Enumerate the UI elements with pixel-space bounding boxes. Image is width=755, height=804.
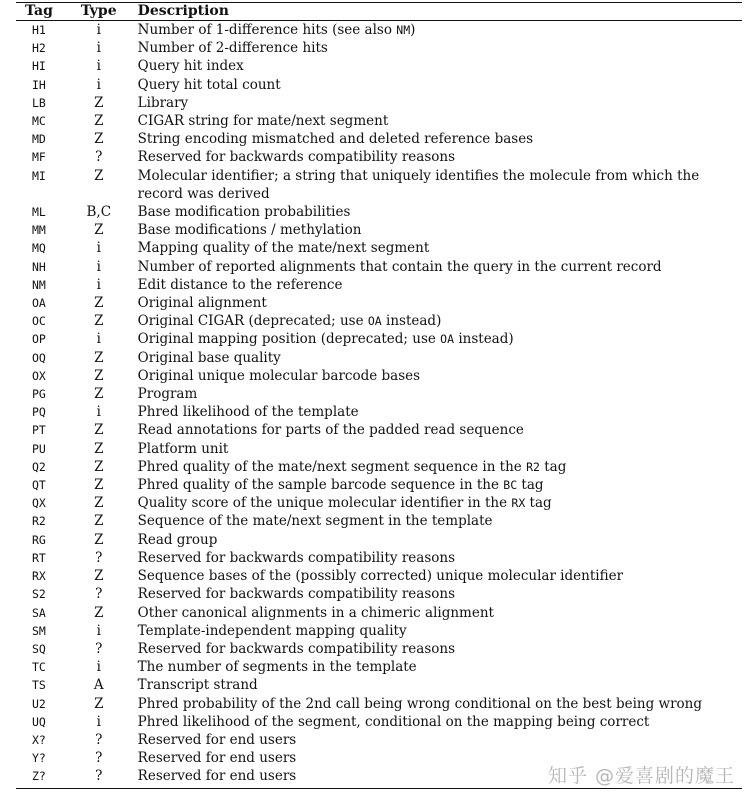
type-cell: Z bbox=[94, 422, 104, 439]
type-cell: ? bbox=[95, 640, 103, 657]
tag-cell: S2 bbox=[32, 587, 46, 602]
table-row bbox=[16, 458, 742, 476]
table-row bbox=[16, 604, 742, 622]
description-text: Mapping quality of the mate/next segment bbox=[137, 240, 430, 257]
type-cell: A bbox=[93, 677, 104, 694]
description-text: Reserved for end users bbox=[137, 731, 297, 748]
tag-cell: RT bbox=[32, 550, 46, 565]
description-cell bbox=[136, 458, 742, 476]
description-cell bbox=[136, 112, 742, 130]
sam-tags-table bbox=[16, 0, 742, 789]
description-text: Transcript strand bbox=[137, 677, 258, 694]
tag-cell: TS bbox=[32, 678, 46, 693]
table-row bbox=[16, 112, 742, 130]
type-cell: Z bbox=[94, 568, 104, 585]
description-cell bbox=[136, 531, 742, 549]
type-cell: Z bbox=[94, 695, 104, 712]
description-cell bbox=[136, 21, 742, 39]
type-cell: i bbox=[96, 258, 101, 275]
tag-cell: X? bbox=[32, 732, 46, 747]
table-row bbox=[16, 239, 742, 257]
description-cell bbox=[136, 676, 742, 694]
tag-cell: SM bbox=[32, 623, 46, 638]
header-description: Description bbox=[137, 3, 229, 19]
table-row bbox=[16, 130, 742, 148]
type-cell: Z bbox=[94, 513, 104, 530]
table-row bbox=[16, 148, 742, 166]
table-row bbox=[16, 622, 742, 640]
tag-cell: QX bbox=[32, 496, 46, 511]
description-cell bbox=[136, 658, 742, 676]
tag-cell: RX bbox=[32, 569, 46, 584]
header-type: Type bbox=[80, 3, 117, 19]
type-cell: i bbox=[96, 22, 101, 38]
table-row bbox=[16, 731, 742, 749]
code-tag-ref: OA bbox=[440, 332, 455, 347]
tag-cell: PT bbox=[32, 423, 46, 438]
type-cell: i bbox=[96, 659, 101, 676]
type-cell: Z bbox=[94, 222, 104, 239]
type-cell: Z bbox=[94, 495, 104, 512]
description-text: Original base quality bbox=[137, 349, 281, 366]
tag-cell: MI bbox=[32, 168, 46, 183]
table-row bbox=[16, 57, 742, 75]
description-text: Molecular identifier; a string that uniquely identifies the molecule from which the record was derived bbox=[137, 167, 700, 202]
tag-cell: IH bbox=[32, 77, 46, 92]
table-row bbox=[16, 276, 742, 294]
description-cell bbox=[136, 330, 742, 348]
table-row bbox=[16, 695, 742, 713]
description-cell bbox=[136, 312, 742, 330]
type-cell: B,C bbox=[86, 204, 112, 221]
type-cell: Z bbox=[94, 349, 104, 366]
tag-cell: RG bbox=[32, 532, 46, 547]
code-tag-ref: OA bbox=[367, 314, 382, 329]
description-text: ) bbox=[410, 22, 416, 38]
type-cell: i bbox=[96, 76, 101, 93]
tag-cell: Y? bbox=[32, 751, 46, 766]
description-text: Phred quality of the mate/next segment sequence in the bbox=[137, 458, 527, 475]
description-cell bbox=[136, 349, 742, 367]
table-row bbox=[16, 494, 742, 512]
description-text: Original unique molecular barcode bases bbox=[137, 367, 421, 384]
tag-cell: OC bbox=[32, 314, 46, 329]
description-cell bbox=[136, 421, 742, 439]
table-row bbox=[16, 549, 742, 567]
description-text: Phred probability of the 2nd call being wrong conditional on the best being wrong bbox=[137, 695, 702, 712]
tag-cell: MQ bbox=[32, 241, 46, 256]
type-cell: i bbox=[96, 40, 101, 57]
description-text: Base modifications / methylation bbox=[137, 222, 362, 239]
tag-cell: SQ bbox=[32, 641, 46, 656]
code-tag-ref: NM bbox=[396, 23, 411, 37]
description-cell bbox=[136, 385, 742, 403]
table-row bbox=[16, 585, 742, 603]
table-row bbox=[16, 330, 742, 348]
description-text: Template-independent mapping quality bbox=[137, 622, 407, 639]
tag-cell: H1 bbox=[32, 23, 46, 37]
description-cell bbox=[136, 130, 742, 148]
description-text: Number of reported alignments that contain the query in the current record bbox=[137, 258, 662, 275]
table-row bbox=[16, 349, 742, 367]
description-text: Program bbox=[137, 386, 198, 403]
description-text: Original alignment bbox=[137, 295, 267, 312]
table-row bbox=[16, 167, 742, 203]
type-cell: ? bbox=[95, 586, 103, 603]
table-row bbox=[16, 367, 742, 385]
description-cell bbox=[136, 294, 742, 312]
tag-cell: QT bbox=[32, 478, 46, 493]
tag-cell: UQ bbox=[32, 714, 46, 729]
description-cell bbox=[136, 731, 742, 749]
type-cell: Z bbox=[94, 477, 104, 494]
description-cell bbox=[136, 239, 742, 257]
table-row bbox=[16, 713, 742, 731]
type-cell: Z bbox=[94, 167, 104, 184]
type-cell: ? bbox=[95, 768, 103, 785]
type-cell: Z bbox=[94, 313, 104, 330]
description-cell bbox=[136, 440, 742, 458]
description-text: Query hit total count bbox=[137, 76, 281, 93]
description-cell bbox=[136, 276, 742, 294]
tag-cell: OX bbox=[32, 368, 46, 383]
description-text: instead) bbox=[454, 331, 514, 348]
code-tag-ref: BC bbox=[503, 478, 518, 493]
description-text: Phred likelihood of the segment, conditional on the mapping being correct bbox=[137, 713, 650, 730]
description-cell bbox=[136, 148, 742, 166]
table-row bbox=[16, 76, 742, 94]
description-text: Reserved for end users bbox=[137, 750, 297, 767]
description-cell bbox=[136, 57, 742, 75]
type-cell: Z bbox=[94, 458, 104, 475]
table-row bbox=[16, 39, 742, 57]
table-header bbox=[16, 3, 742, 20]
tag-cell: MM bbox=[32, 223, 46, 238]
tag-cell: MD bbox=[32, 132, 46, 147]
description-text: Phred quality of the sample barcode sequence in the bbox=[137, 477, 504, 494]
type-cell: ? bbox=[95, 149, 103, 166]
table-row bbox=[16, 221, 742, 239]
description-text: CIGAR string for mate/next segment bbox=[137, 113, 389, 130]
type-cell: ? bbox=[95, 731, 103, 748]
table-row bbox=[16, 203, 742, 221]
header-tag: Tag bbox=[24, 3, 53, 19]
type-cell: Z bbox=[94, 367, 104, 384]
tag-cell: ML bbox=[32, 205, 46, 220]
table-row bbox=[16, 294, 742, 312]
tag-cell: OP bbox=[32, 332, 46, 347]
table-body bbox=[16, 21, 742, 786]
description-text: Sequence of the mate/next segment in the template bbox=[137, 513, 493, 530]
type-cell: i bbox=[96, 58, 101, 75]
description-cell bbox=[136, 549, 742, 567]
type-cell: i bbox=[96, 240, 101, 257]
description-cell bbox=[136, 94, 742, 112]
table-row bbox=[16, 440, 742, 458]
description-text: Original CIGAR (deprecated; use bbox=[137, 313, 368, 330]
table-row bbox=[16, 567, 742, 585]
type-cell: Z bbox=[94, 386, 104, 403]
description-cell bbox=[136, 512, 742, 530]
tag-cell: H2 bbox=[32, 41, 46, 56]
description-cell bbox=[136, 258, 742, 276]
table-row bbox=[16, 531, 742, 549]
tag-cell: SA bbox=[32, 605, 46, 620]
description-text: Phred likelihood of the template bbox=[137, 404, 359, 421]
description-cell bbox=[136, 585, 742, 603]
tag-cell: LB bbox=[32, 95, 46, 110]
description-text: Read annotations for parts of the padded read sequence bbox=[137, 422, 524, 439]
description-text: Base modification probabilities bbox=[137, 204, 351, 221]
description-cell bbox=[136, 567, 742, 585]
tag-cell: PU bbox=[32, 441, 46, 456]
table-row bbox=[16, 94, 742, 112]
description-text: Query hit index bbox=[137, 58, 244, 75]
description-text: Edit distance to the reference bbox=[137, 276, 343, 293]
table-row bbox=[16, 421, 742, 439]
tag-cell: OA bbox=[32, 296, 46, 311]
type-cell: Z bbox=[94, 295, 104, 312]
code-tag-ref: RX bbox=[511, 496, 526, 511]
code-tag-ref: R2 bbox=[526, 459, 540, 474]
tag-cell: PQ bbox=[32, 405, 46, 420]
description-text: Original mapping position (deprecated; use bbox=[137, 331, 441, 348]
description-text: The number of segments in the template bbox=[137, 659, 417, 676]
description-cell bbox=[136, 713, 742, 731]
description-text: Reserved for end users bbox=[137, 768, 297, 785]
type-cell: Z bbox=[94, 604, 104, 621]
type-cell: Z bbox=[94, 531, 104, 548]
description-text: tag bbox=[525, 495, 552, 512]
tag-cell: R2 bbox=[32, 514, 46, 529]
tag-cell: U2 bbox=[32, 696, 46, 711]
description-text: Number of 2-difference hits bbox=[137, 40, 328, 57]
description-text: Other canonical alignments in a chimeric alignment bbox=[137, 604, 494, 621]
description-cell bbox=[136, 476, 742, 494]
table-row bbox=[16, 676, 742, 694]
description-cell bbox=[136, 367, 742, 385]
table-row bbox=[16, 258, 742, 276]
tag-cell: Q2 bbox=[32, 459, 46, 474]
description-text: instead) bbox=[381, 313, 442, 330]
description-cell bbox=[136, 221, 742, 239]
table-row bbox=[16, 640, 742, 658]
tag-cell: MF bbox=[32, 150, 46, 165]
description-text: tag bbox=[539, 458, 567, 475]
description-text: Platform unit bbox=[137, 440, 229, 457]
tag-cell: NM bbox=[32, 277, 46, 292]
description-cell bbox=[136, 640, 742, 658]
tag-cell: HI bbox=[32, 59, 46, 74]
description-text: String encoding mismatched and deleted reference bases bbox=[137, 131, 534, 148]
description-text: Sequence bases of the (possibly corrected) unique molecular identifier bbox=[137, 568, 624, 585]
type-cell: Z bbox=[94, 94, 104, 111]
watermark: 知乎 @爱喜剧的魔王 bbox=[547, 765, 735, 787]
description-cell bbox=[136, 695, 742, 713]
type-cell: Z bbox=[94, 440, 104, 457]
description-cell bbox=[136, 167, 742, 203]
type-cell: ? bbox=[95, 750, 103, 767]
description-cell bbox=[136, 622, 742, 640]
type-cell: i bbox=[96, 713, 101, 730]
description-text: Read group bbox=[137, 531, 218, 548]
tag-cell: MC bbox=[32, 114, 46, 129]
table-row bbox=[16, 385, 742, 403]
tag-cell: TC bbox=[32, 660, 46, 675]
table-row bbox=[16, 512, 742, 530]
description-cell bbox=[136, 494, 742, 512]
table-row bbox=[16, 658, 742, 676]
table-row bbox=[16, 312, 742, 330]
description-text: Number of 1-difference hits (see also bbox=[137, 22, 397, 38]
tag-cell: PG bbox=[32, 387, 46, 402]
type-cell: Z bbox=[94, 131, 104, 148]
description-text: Reserved for backwards compatibility reasons bbox=[137, 149, 455, 166]
table-row bbox=[16, 476, 742, 494]
type-cell: i bbox=[96, 331, 101, 348]
table-row bbox=[16, 21, 742, 39]
description-cell bbox=[136, 76, 742, 94]
type-cell: i bbox=[96, 276, 101, 293]
type-cell: Z bbox=[94, 113, 104, 130]
description-text: tag bbox=[517, 477, 544, 494]
description-cell bbox=[136, 604, 742, 622]
description-cell bbox=[136, 203, 742, 221]
tag-cell: OQ bbox=[32, 350, 46, 365]
type-cell: i bbox=[96, 404, 101, 421]
tag-cell: Z? bbox=[32, 769, 46, 784]
description-text: Reserved for backwards compatibility reasons bbox=[137, 586, 455, 603]
description-cell bbox=[136, 39, 742, 57]
description-cell bbox=[136, 403, 742, 421]
type-cell: i bbox=[96, 622, 101, 639]
description-text: Reserved for backwards compatibility reasons bbox=[137, 640, 455, 657]
tag-cell: NH bbox=[32, 259, 46, 274]
description-text: Library bbox=[137, 94, 189, 111]
description-text: Reserved for backwards compatibility reasons bbox=[137, 549, 455, 566]
description-text: Quality score of the unique molecular identifier in the bbox=[137, 495, 512, 512]
table-row bbox=[16, 403, 742, 421]
type-cell: ? bbox=[95, 549, 103, 566]
